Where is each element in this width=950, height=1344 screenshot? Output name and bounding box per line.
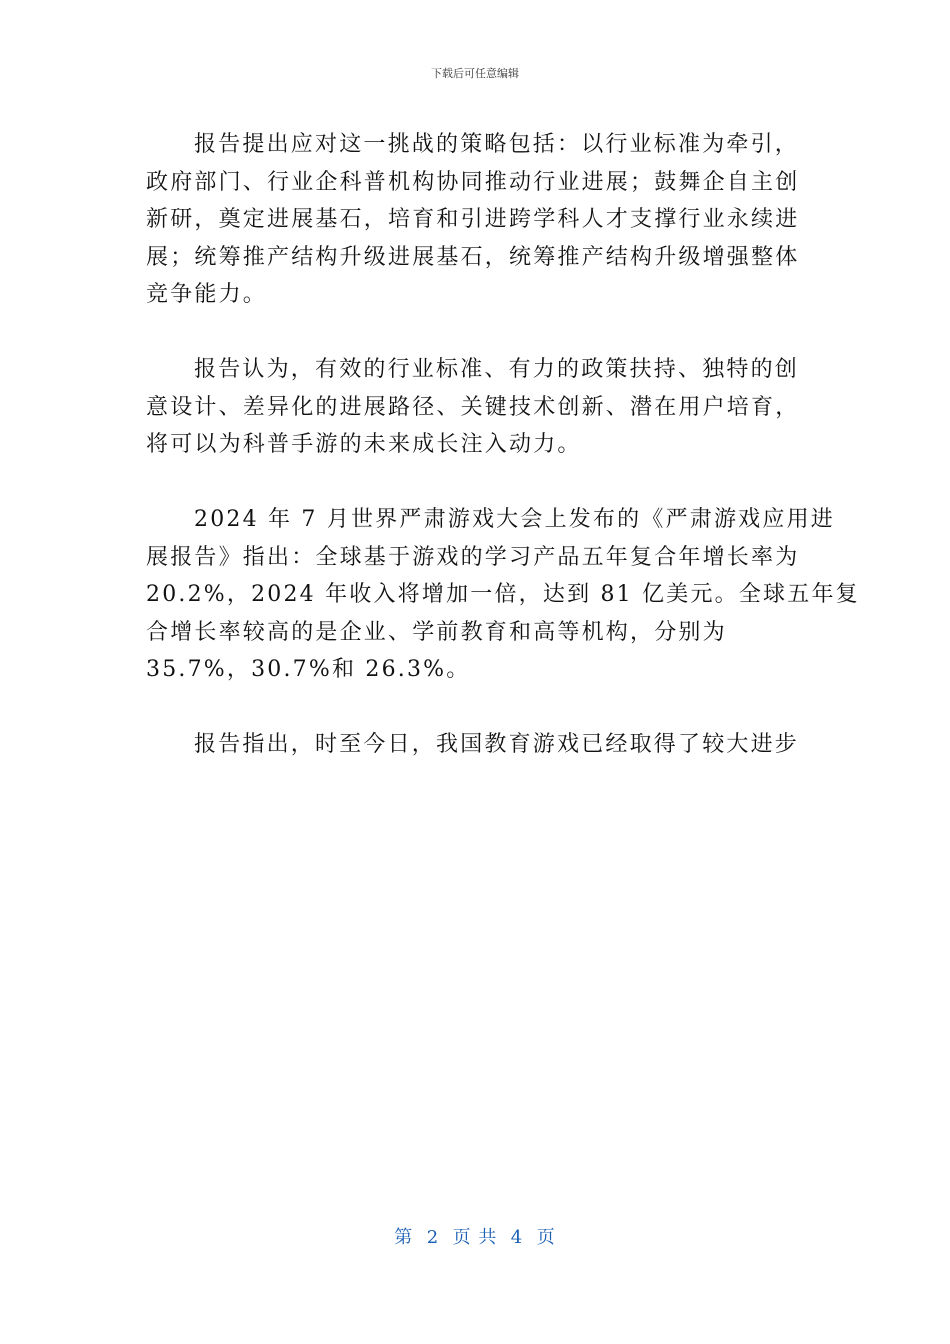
paragraph-line: 35.7%，30.7%和 26.3%。 — [146, 657, 471, 682]
page-header: 下载后可任意编辑 — [431, 67, 519, 80]
paragraph-line: 报告认为，有效的行业标准、有力的政策扶持、独特的创 — [194, 357, 800, 382]
page-footer — [0, 1224, 950, 1252]
paragraph-line: 竞争能力。 — [146, 282, 268, 307]
paragraph-1 — [146, 126, 806, 314]
paragraph-2 — [146, 351, 806, 464]
paragraph-line: 报告提出应对这一挑战的策略包括：以行业标准为牵引， — [194, 132, 800, 157]
paragraph-line: 合增长率较高的是企业、学前教育和高等机构，分别为 — [146, 619, 727, 645]
paragraph-3 — [146, 501, 860, 689]
paragraph-line: 新研，奠定进展基石，培育和引进跨学科人才支撑行业永续进 — [146, 207, 800, 232]
paragraph-line: 2024 年 7 月世界严肃游戏大会上发布的《严肃游戏应用进 — [194, 507, 835, 532]
page-number: 第 2 页 共 4 页 — [394, 1227, 556, 1248]
paragraph-line: 将可以为科普手游的未来成长注入动力。 — [146, 432, 582, 457]
paragraph-line: 意设计、差异化的进展路径、关键技术创新、潜在用户培育， — [146, 394, 800, 420]
paragraph-line: 报告指出，时至今日，我国教育游戏已经取得了较大进步 — [194, 732, 800, 757]
paragraph-line: 展；统筹推产结构升级进展基石，统筹推产结构升级增强整体 — [146, 244, 800, 270]
paragraph-line: 20.2%，2024 年收入将增加一倍，达到 81 亿美元。全球五年复 — [146, 582, 860, 607]
document-body — [146, 126, 860, 764]
paragraph-line: 展报告》指出：全球基于游戏的学习产品五年复合年增长率为 — [146, 544, 800, 570]
paragraph-4 — [146, 726, 806, 764]
paragraph-line: 政府部门、行业企科普机构协同推动行业进展；鼓舞企自主创 — [146, 169, 800, 195]
